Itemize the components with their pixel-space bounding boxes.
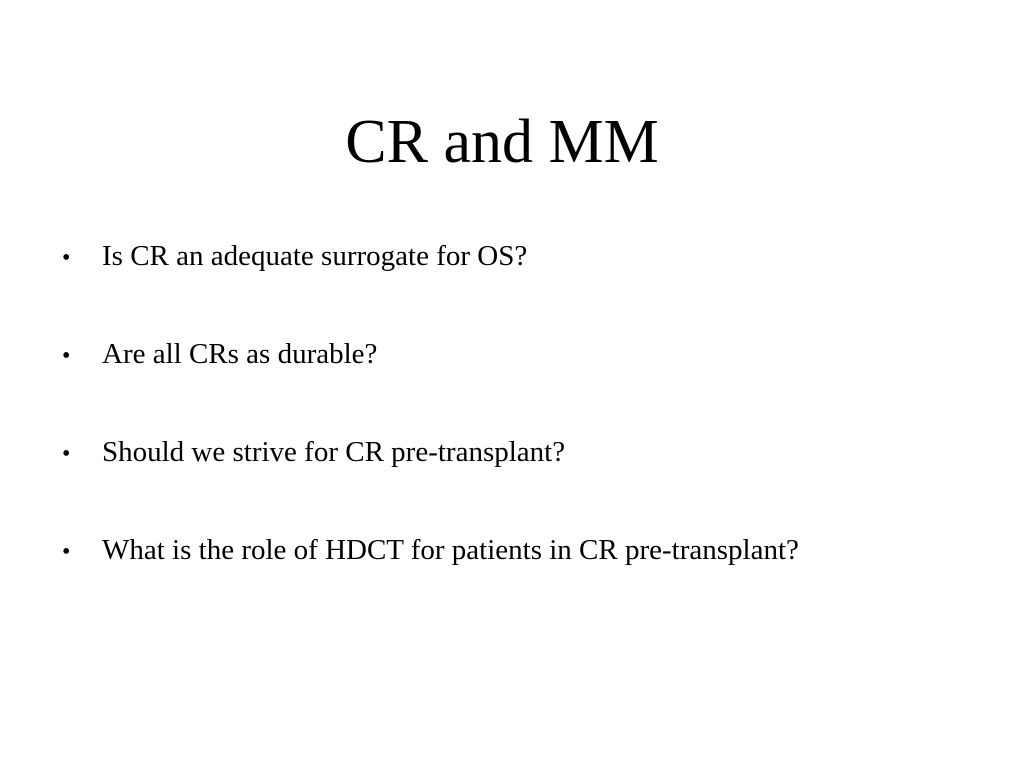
bullet-marker: • [62,343,71,369]
bullet-text: Are all CRs as durable? [102,338,378,370]
bullet-list [62,236,992,628]
slide-title: CR and MM [345,108,659,176]
bullet-text: What is the role of HDCT for patients in CR pre-transplant? [102,534,799,566]
bullet-text: Should we strive for CR pre-transplant? [102,436,566,468]
bullet-marker: • [62,441,71,467]
bullet-marker: • [62,245,71,271]
bullet-item [62,530,992,628]
bullet-item [62,432,992,530]
bullet-text: Is CR an adequate surrogate for OS? [102,240,528,272]
bullet-item [62,236,992,334]
bullet-item [62,334,992,432]
bullet-marker: • [62,539,71,565]
